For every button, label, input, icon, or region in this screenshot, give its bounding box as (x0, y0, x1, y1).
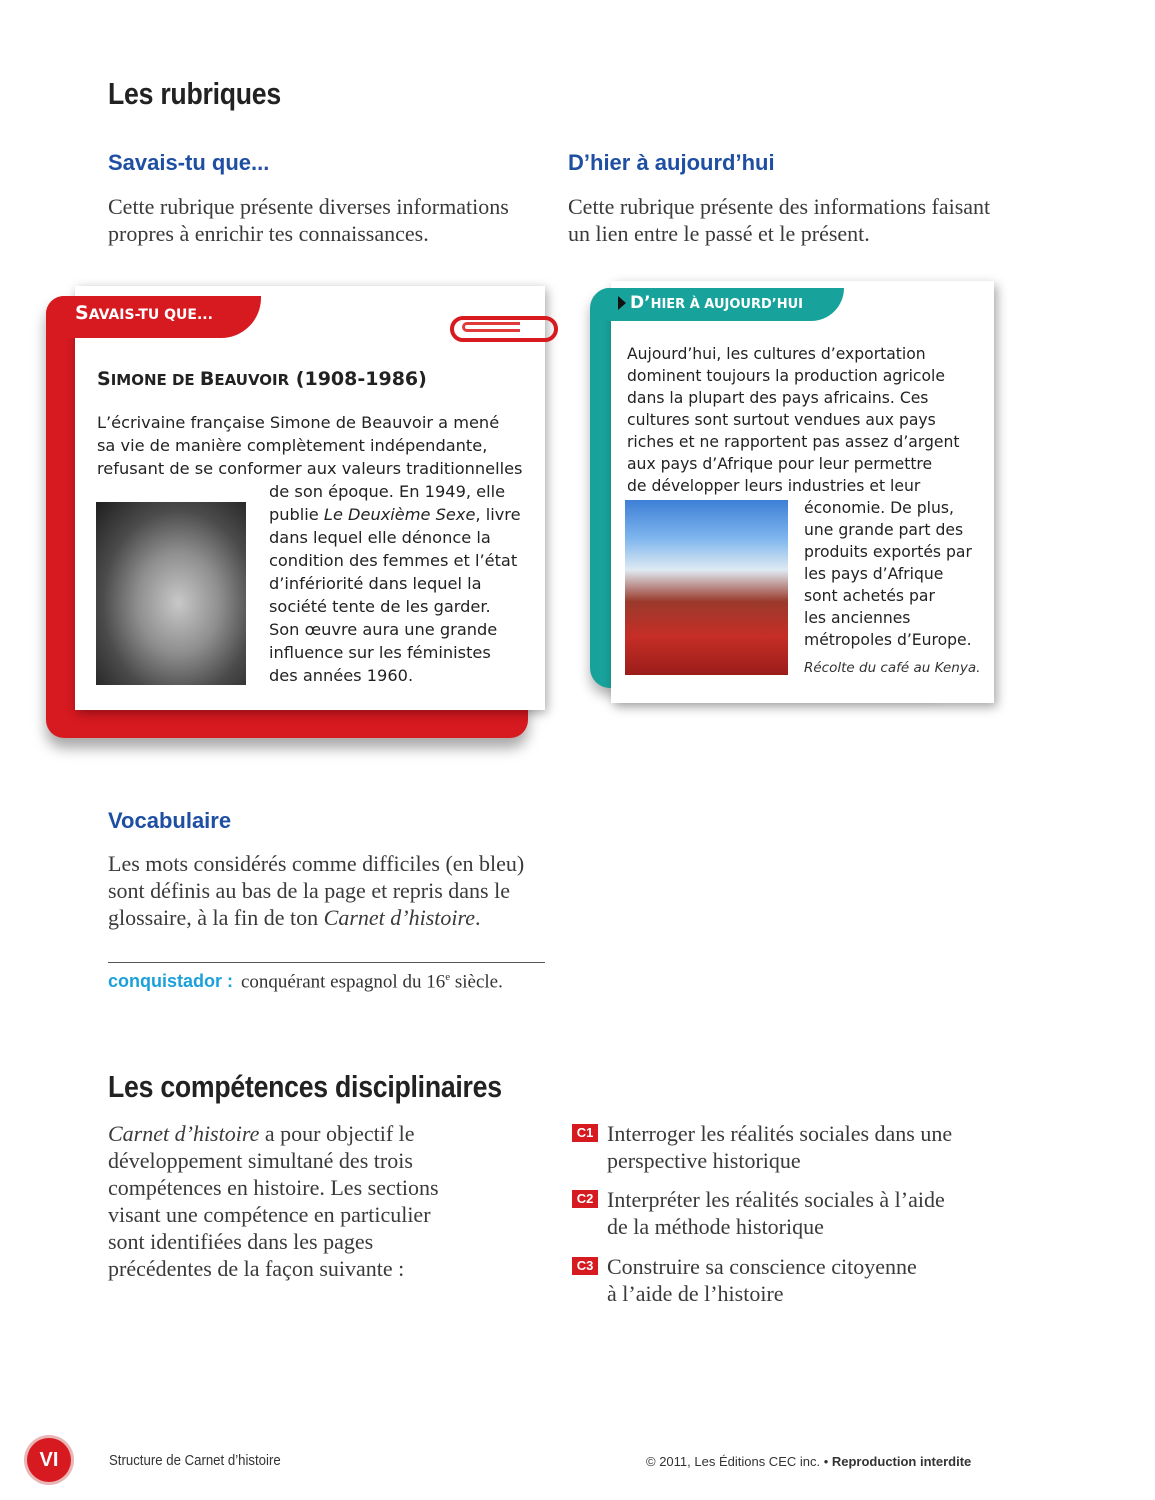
competence-line: de la méthode historique (607, 1214, 824, 1239)
footer-copyright: © 2011, Les Éditions CEC inc. • Reproduction interdite (646, 1454, 972, 1469)
dhier-text-line: dans la plupart des pays africains. Ces (627, 389, 929, 407)
beauvoir-text-line: L’écrivaine française Simone de Beauvoir a mené (97, 413, 500, 432)
dhier-text-line: dominent toujours la production agricole (627, 367, 945, 385)
savais-box-tab-label: SAVAIS-TU QUE... (75, 302, 213, 324)
competences-intro-line: précédentes de la façon suivante : (108, 1256, 405, 1281)
vocabulaire-line: glossaire, à la fin de ton Carnet d’histoire. (108, 905, 481, 930)
vocabulary-definition: conquérant espagnol du 16e siècle. (241, 971, 503, 993)
dhier-description-line: un lien entre le passé et le présent. (568, 221, 870, 246)
beauvoir-title: SIMONE DE BEAUVOIR (1908-1986) (97, 368, 427, 390)
beauvoir-text-line: publie Le Deuxième Sexe, livre (269, 505, 521, 524)
dhier-text-line: économie. De plus, (804, 499, 954, 517)
dhier-text-line: sont achetés par (804, 587, 935, 605)
competence-line: Construire sa conscience citoyenne (607, 1254, 917, 1279)
dhier-text-line: les pays d’Afrique (804, 565, 944, 583)
beauvoir-text-line: société tente de les garder. (269, 597, 491, 616)
competence-item (607, 1120, 952, 1174)
dhier-text-line: de développer leurs industries et leur (627, 477, 921, 495)
dhier-description (568, 193, 990, 247)
dhier-heading: D’hier à aujourd’hui (568, 150, 775, 175)
beauvoir-text-line: dans lequel elle dénonce la (269, 528, 491, 547)
vocabulaire-divider (108, 962, 545, 963)
competence-badge-c3: C3 (572, 1257, 598, 1275)
savais-heading: Savais-tu que... (108, 150, 270, 175)
book-title: Le Deuxième Sexe (323, 505, 476, 524)
competence-item (607, 1253, 917, 1307)
beauvoir-text-line: influence sur les féministes (269, 643, 491, 662)
beauvoir-portrait-photo (96, 502, 246, 685)
dhier-text-line: cultures sont surtout vendues aux pays (627, 411, 936, 429)
competence-badge-c1: C1 (572, 1124, 598, 1142)
dhier-text-line: riches et ne rapportent pas assez d’argent (627, 433, 960, 451)
beauvoir-text-line: des années 1960. (269, 666, 414, 685)
arrow-right-icon (618, 296, 626, 310)
competence-badge-c2: C2 (572, 1190, 598, 1208)
competence-line: perspective historique (607, 1148, 801, 1173)
dhier-text-line: les anciennes (804, 609, 911, 627)
beauvoir-text-line: condition des femmes et l’état (269, 551, 518, 570)
footer-section-name: Structure de Carnet d’histoire (109, 1452, 281, 1469)
paperclip-inner-icon (462, 322, 520, 332)
dhier-text-line: une grande part des (804, 521, 964, 539)
competence-line: à l’aide de l’histoire (607, 1281, 784, 1306)
page-number-badge: VI (27, 1438, 71, 1482)
competences-intro-line: sont identifiées dans les pages (108, 1229, 374, 1254)
savais-description-line: Cette rubrique présente diverses informations (108, 194, 509, 219)
photo-caption: Récolte du café au Kenya. (804, 660, 981, 676)
dhier-text-line: aux pays d’Afrique pour leur permettre (627, 455, 933, 473)
section-title-rubriques: Les rubriques (108, 76, 281, 111)
dhier-text-line: métropoles d’Europe. (804, 631, 972, 649)
beauvoir-text-line: sa vie de manière complètement indépendante, (97, 436, 488, 455)
competences-intro-line: Carnet d’histoire a pour objectif le (108, 1121, 415, 1146)
vocabulaire-line: Les mots considérés comme difficiles (en bleu) (108, 851, 525, 876)
coffee-harvest-photo (625, 500, 788, 675)
dhier-description-line: Cette rubrique présente des informations faisant (568, 194, 991, 219)
beauvoir-text-line: d’infériorité dans lequel la (269, 574, 482, 593)
vocabulaire-heading: Vocabulaire (108, 808, 232, 833)
competences-intro-line: visant une compétence en particulier (108, 1202, 431, 1227)
savais-description (108, 193, 509, 247)
dhier-text-line: produits exportés par (804, 543, 972, 561)
savais-description-line: propres à enrichir tes connaissances. (108, 221, 429, 246)
competence-item (607, 1186, 945, 1240)
competence-line: Interroger les réalités sociales dans une (607, 1121, 953, 1146)
dhier-text-line: Aujourd’hui, les cultures d’exportation (627, 345, 926, 363)
competences-intro-line: compétences en histoire. Les sections (108, 1175, 439, 1200)
vocabulary-term: conquistador : (108, 971, 233, 991)
dhier-box-tab-label: D’HIER À AUJOURD’HUI (630, 293, 803, 313)
section-title-competences: Les compétences disciplinaires (108, 1069, 502, 1104)
vocabulaire-line: sont définis au bas de la page et repris dans le (108, 878, 510, 903)
competences-intro (108, 1120, 439, 1282)
competences-intro-line: développement simultané des trois (108, 1148, 413, 1173)
beauvoir-text-line: de son époque. En 1949, elle (269, 482, 506, 501)
beauvoir-text-line: refusant de se conformer aux valeurs traditionnelles (97, 459, 523, 478)
competence-line: Interpréter les réalités sociales à l’aide (607, 1187, 945, 1212)
vocabulaire-description (108, 850, 524, 931)
beauvoir-text-line: Son œuvre aura une grande (269, 620, 498, 639)
